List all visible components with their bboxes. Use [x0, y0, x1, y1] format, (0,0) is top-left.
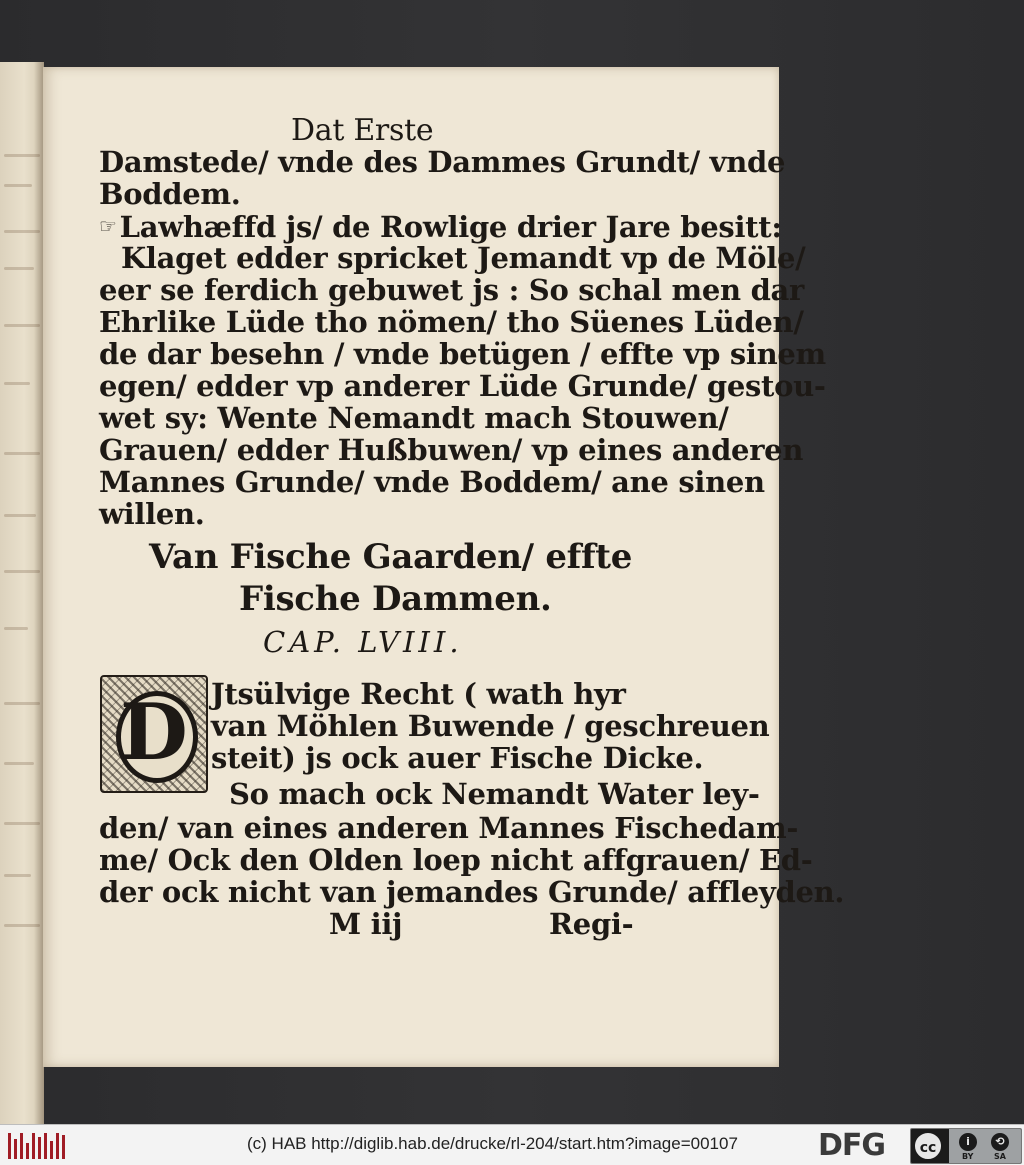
hab-barcode-logo[interactable]: [8, 1133, 65, 1159]
text-line-content: Lawhæffd js/ de Rowlige drier Jare besitt:: [119, 210, 782, 244]
text-line: van Möhlen Buwende / geschreuen: [211, 709, 770, 743]
bleed-through-mark: [4, 267, 34, 270]
bleed-through-mark: [4, 382, 30, 385]
bleed-through-mark: [4, 627, 28, 630]
catchword: Regi-: [549, 907, 634, 941]
text-line: der ock nicht van jemandes Grunde/ affleyden.: [99, 875, 845, 909]
left-page-edge: [0, 62, 44, 1124]
text-line: Klaget edder spricket Jemandt vp de Möle/: [121, 241, 806, 275]
text-line: wet sy: Wente Nemandt mach Stouwen/: [99, 401, 729, 435]
bleed-through-mark: [4, 184, 32, 187]
running-header: Dat Erste: [291, 113, 434, 148]
text-line: de dar besehn / vnde betügen / effte vp sinem: [99, 337, 826, 371]
text-line: steit) js ock auer Fische Dicke.: [211, 741, 704, 775]
book-page: [43, 67, 845, 1067]
copyright-link[interactable]: (c) HAB http://diglib.hab.de/drucke/rl-204/start.htm?image=00107: [247, 1134, 738, 1153]
bleed-through-mark: [4, 762, 34, 765]
text-line: Mannes Grunde/ vnde Boddem/ ane sinen: [99, 465, 765, 499]
share-alike-icon: ⟲: [991, 1133, 1009, 1151]
chapter-heading: CAP. LVIII.: [263, 625, 463, 659]
by-label: BY: [962, 1152, 974, 1161]
text-line: me/ Ock den Olden loep nicht affgrauen/ Ed-: [99, 843, 813, 877]
bleed-through-mark: [4, 514, 36, 517]
cc-icon: cc: [913, 1131, 943, 1161]
signature-mark: M iij: [329, 907, 403, 941]
footer-bar: [0, 1124, 1024, 1165]
section-title-line-1: Van Fische Gaarden/ effte: [149, 537, 633, 577]
decorated-initial: [100, 675, 208, 793]
sa-label: SA: [994, 1152, 1006, 1161]
pointing-hand-icon: ☞: [99, 214, 117, 238]
text-line: Boddem.: [99, 177, 241, 211]
bleed-through-mark: [4, 874, 31, 877]
text-line: Damstede/ vnde des Dammes Grundt/ vnde: [99, 145, 786, 179]
cc-license-badge[interactable]: [910, 1128, 1022, 1164]
text-line: egen/ edder vp anderer Lüde Grunde/ gestou-: [99, 369, 826, 403]
initial-letter: D: [120, 687, 188, 778]
attribution-icon: i: [959, 1133, 977, 1151]
text-line: eer se ferdich gebuwet js : So schal men dar: [99, 273, 805, 307]
text-line: willen.: [99, 497, 205, 531]
text-line: So mach ock Nemandt Water ley-: [229, 777, 760, 811]
dfg-logo[interactable]: DFG: [818, 1128, 886, 1163]
text-line: [99, 209, 782, 244]
text-line: Grauen/ edder Hußbuwen/ vp eines anderen: [99, 433, 804, 467]
text-line: Ehrlike Lüde tho nömen/ tho Süenes Lüden/: [99, 305, 804, 339]
section-title-line-2: Fische Dammen.: [239, 579, 552, 619]
text-line: den/ van eines anderen Mannes Fischedam-: [99, 811, 799, 845]
text-line: Jtsülvige Recht ( wath hyr: [211, 677, 626, 711]
